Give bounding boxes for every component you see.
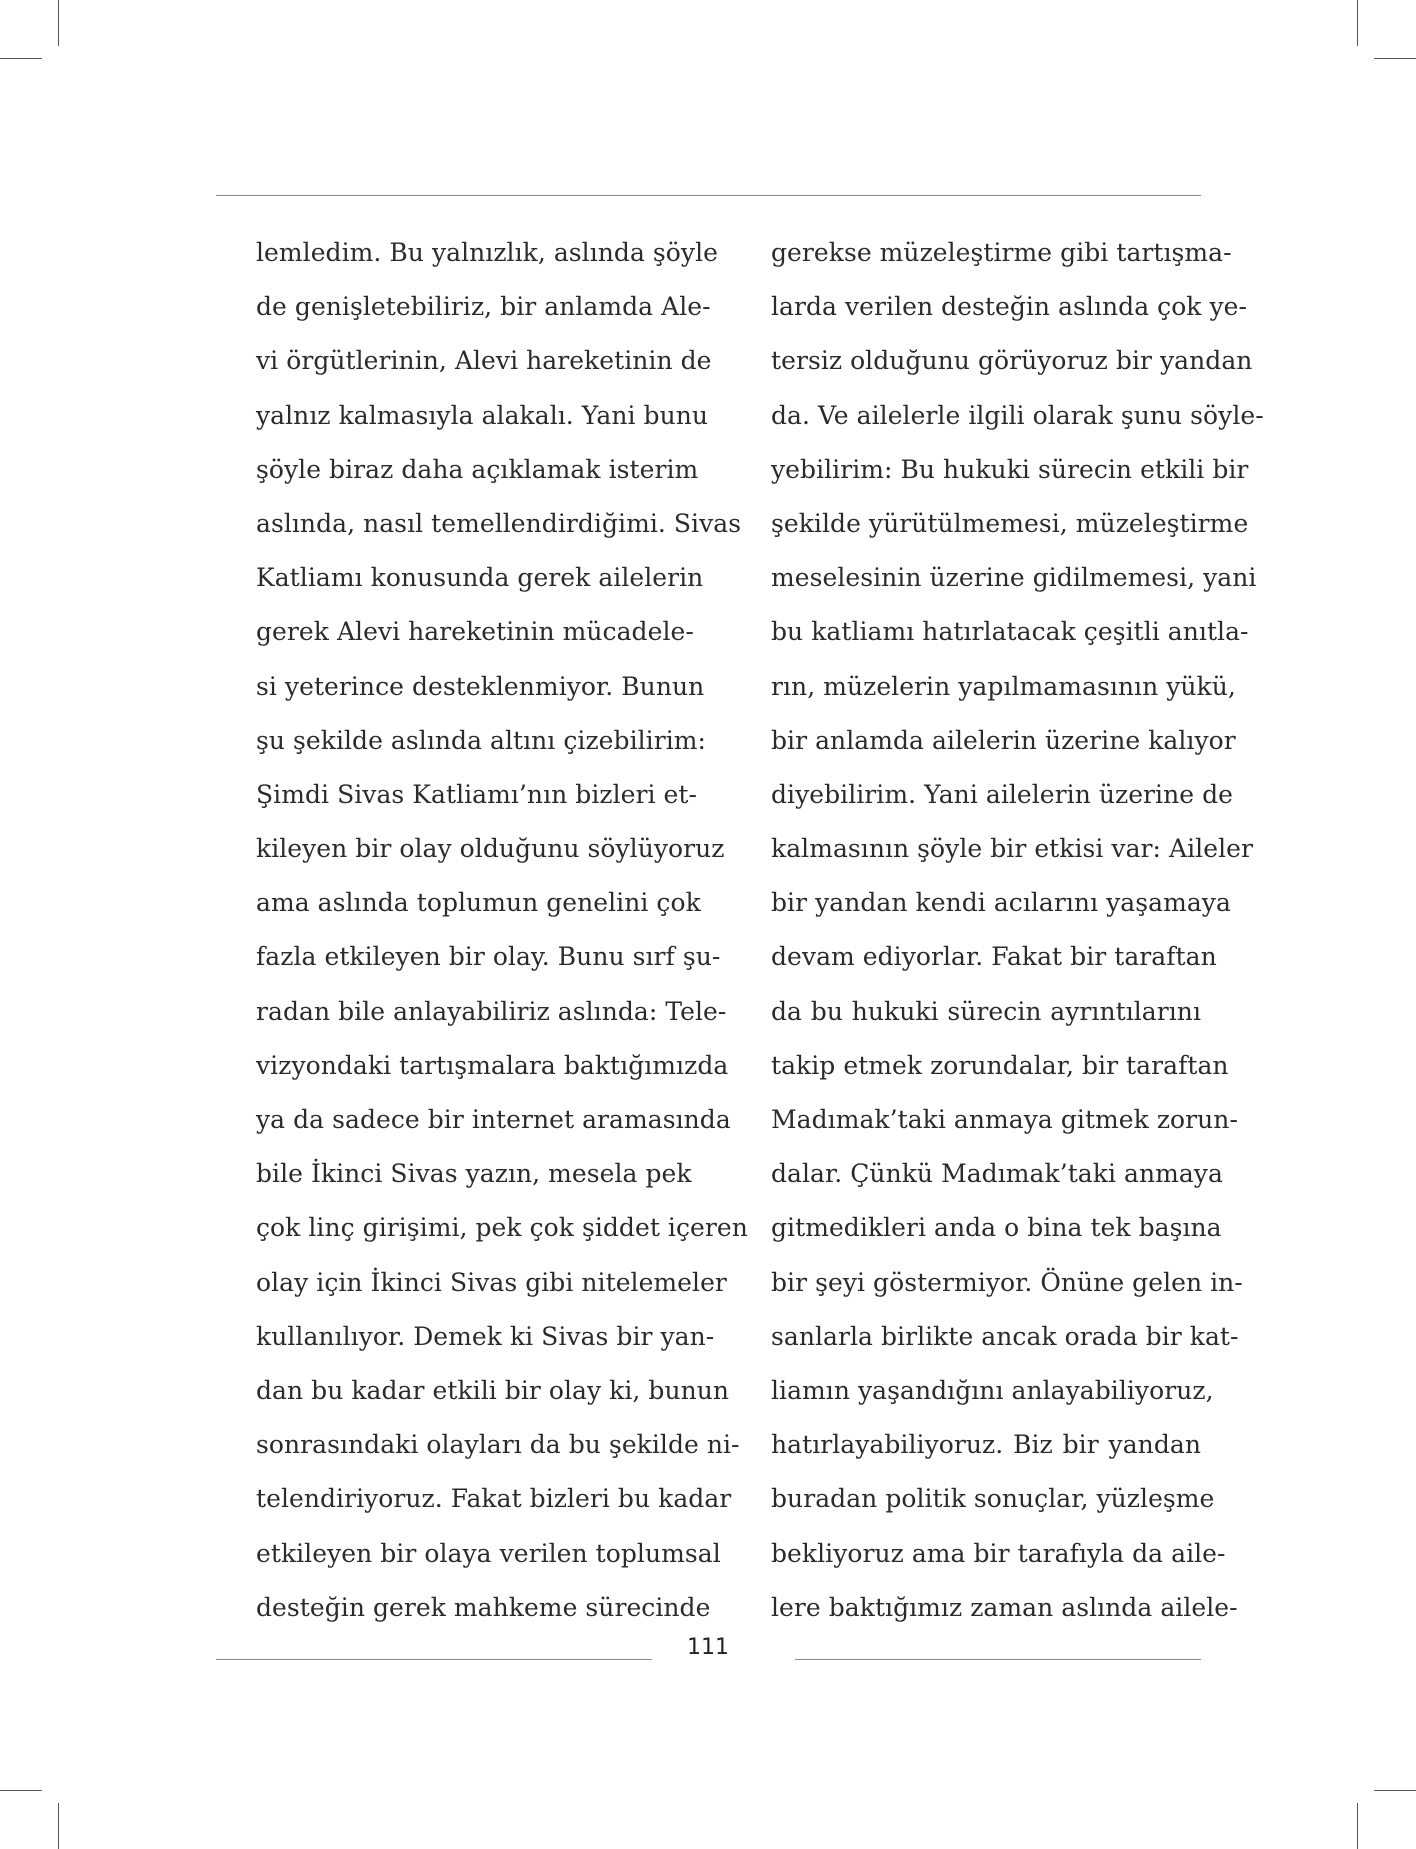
text-line: sanlarla birlikte ancak orada bir kat- <box>771 1321 1239 1351</box>
text-line: hatırlayabiliyoruz. Biz bir yandan <box>771 1430 1201 1460</box>
crop-mark-top-left-vertical <box>58 0 59 46</box>
text-line: şekilde yürütülmemesi, müzeleştirme <box>771 508 1249 538</box>
text-line: gerek Alevi hareketinin mücadele- <box>256 617 694 647</box>
text-line: çok linç girişimi, pek çok şiddet içeren <box>256 1213 748 1243</box>
page-number: 111 <box>687 1635 729 1660</box>
text-line: meselesinin üzerine gidilmemesi, yani <box>771 563 1257 593</box>
crop-mark-bottom-right-vertical <box>1357 1803 1358 1849</box>
text-column-right <box>771 226 1264 1635</box>
text-line: diyebilirim. Yani ailelerin üzerine de <box>771 779 1233 809</box>
crop-mark-bottom-left-vertical <box>58 1803 59 1849</box>
text-line: takip etmek zorundalar, bir taraftan <box>771 1050 1229 1080</box>
text-line: gitmedikleri anda o bina tek başına <box>771 1213 1222 1243</box>
text-line: devam ediyorlar. Fakat bir taraftan <box>771 942 1217 972</box>
text-line: bile İkinci Sivas yazın, mesela pek <box>256 1159 692 1189</box>
crop-mark-bottom-left-horizontal <box>0 1790 42 1791</box>
text-line: aslında, nasıl temellendirdiğimi. Sivas <box>256 508 742 538</box>
crop-mark-top-right-vertical <box>1357 0 1358 46</box>
text-line: kileyen bir olay olduğunu söylüyoruz <box>256 834 725 864</box>
text-line: yebilirim: Bu hukuki sürecin etkili bir <box>771 454 1249 484</box>
text-line: bir anlamda ailelerin üzerine kalıyor <box>771 725 1236 755</box>
text-line: gerekse müzeleştirme gibi tartışma- <box>771 238 1232 267</box>
text-line: dan bu kadar etkili bir olay ki, bunun <box>256 1375 730 1405</box>
footer-rule-left <box>216 1659 652 1660</box>
text-line: de genişletebiliriz, bir anlamda Ale- <box>256 292 711 322</box>
text-line: olay için İkinci Sivas gibi nitelemeler <box>256 1267 727 1297</box>
text-line: Şimdi Sivas Katliamı’nın bizleri et- <box>256 779 697 809</box>
text-line: Madımak’taki anmaya gitmek zorun- <box>771 1105 1238 1134</box>
text-line: sonrasındaki olayları da bu şekilde ni- <box>256 1430 740 1460</box>
text-line: şu şekilde aslında altını çizebilirim: <box>256 725 706 755</box>
text-line: Katliamı konusunda gerek ailelerin <box>256 563 704 593</box>
text-line: vizyondaki tartışmalara baktığımızda <box>256 1050 729 1080</box>
text-line: kullanılıyor. Demek ki Sivas bir yan- <box>256 1321 715 1351</box>
text-line: rın, müzelerin yapılmamasının yükü, <box>771 671 1236 701</box>
text-line: bir şeyi göstermiyor. Önüne gelen in- <box>771 1267 1243 1297</box>
text-line: tersiz olduğunu görüyoruz bir yandan <box>771 346 1253 376</box>
text-line: buradan politik sonuçlar, yüzleşme <box>771 1484 1215 1514</box>
text-line: lemledim. Bu yalnızlık, aslında şöyle <box>256 238 718 267</box>
text-line: si yeterince desteklenmiyor. Bunun <box>256 671 705 701</box>
text-line: ya da sadece bir internet aramasında <box>256 1105 731 1134</box>
text-line: şöyle biraz daha açıklamak isterim <box>256 454 699 484</box>
header-rule <box>216 195 1201 196</box>
text-line: bu katliamı hatırlatacak çeşitli anıtla- <box>771 617 1249 647</box>
text-line: bekliyoruz ama bir tarafıyla da aile- <box>771 1538 1226 1568</box>
text-line: kalmasının şöyle bir etkisi var: Aileler <box>771 834 1253 864</box>
text-line: liamın yaşandığını anlayabiliyoruz, <box>771 1375 1214 1405</box>
text-line: yalnız kalmasıyla alakalı. Yani bunu <box>256 400 709 430</box>
crop-mark-top-right-horizontal <box>1374 58 1416 59</box>
text-line: vi örgütlerinin, Alevi hareketinin de <box>256 346 712 376</box>
text-line: bir yandan kendi acılarını yaşamaya <box>771 888 1231 918</box>
text-line: desteğin gerek mahkeme sürecinde <box>256 1592 711 1622</box>
text-line: dalar. Çünkü Madımak’taki anmaya <box>771 1159 1223 1189</box>
text-line: da. Ve ailelerle ilgili olarak şunu söyle- <box>771 400 1264 430</box>
text-line: lere baktığımız zaman aslında ailele- <box>771 1592 1238 1622</box>
footer-rule-right <box>795 1659 1201 1660</box>
text-line: da bu hukuki sürecin ayrıntılarını <box>771 996 1201 1026</box>
text-line: ama aslında toplumun genelini çok <box>256 888 701 918</box>
text-line: etkileyen bir olaya verilen toplumsal <box>256 1538 721 1568</box>
text-line: radan bile anlayabiliriz aslında: Tele- <box>256 996 727 1026</box>
text-line: telendiriyoruz. Fakat bizleri bu kadar <box>256 1484 732 1514</box>
text-line: larda verilen desteğin aslında çok ye- <box>771 292 1248 322</box>
crop-mark-bottom-right-horizontal <box>1374 1790 1416 1791</box>
text-line: fazla etkileyen bir olay. Bunu sırf şu- <box>256 942 721 972</box>
crop-mark-top-left-horizontal <box>0 58 42 59</box>
text-column-left <box>256 226 748 1635</box>
